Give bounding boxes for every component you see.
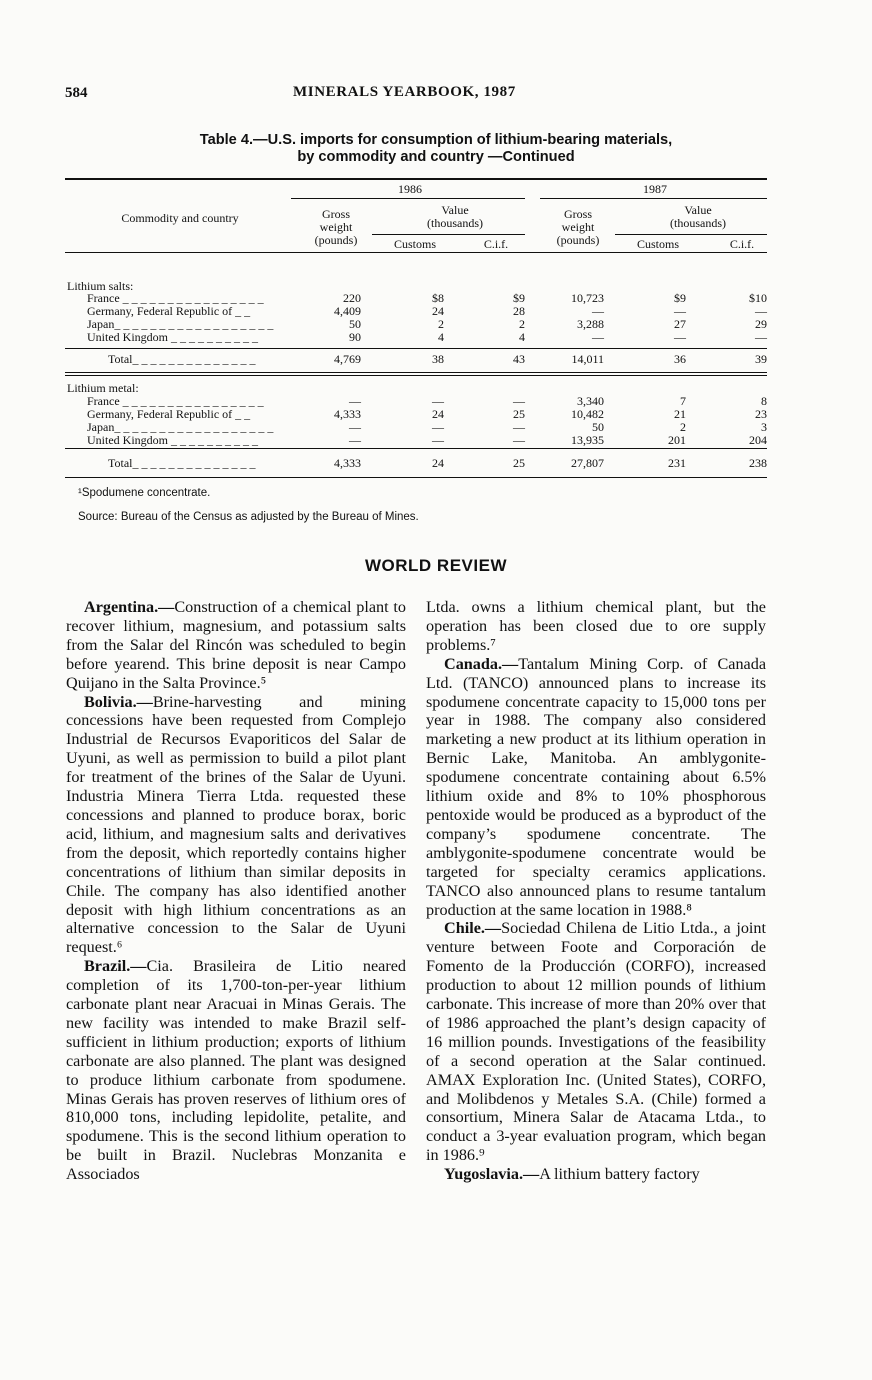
table-rule-metal-total bbox=[65, 448, 767, 449]
column-header-gross-weight-1987 bbox=[538, 208, 618, 247]
row-label: United Kingdom _ _ _ _ _ _ _ _ _ _ bbox=[87, 330, 258, 344]
paragraph-brazil-continued: Ltda. owns a lithium chemical plant, but the operation has been closed due to ore supply problems.⁷ bbox=[426, 598, 766, 654]
column-header-cif-1987: C.i.f. bbox=[729, 237, 755, 251]
total-cell: 36 bbox=[674, 352, 686, 366]
page-number: 584 bbox=[65, 85, 88, 101]
lead-in-brazil: Brazil.— bbox=[84, 957, 147, 976]
cell: 10,482 bbox=[571, 407, 604, 421]
cell: 8 bbox=[761, 394, 767, 408]
row-label: Japan_ _ _ _ _ _ _ _ _ _ _ _ _ _ _ _ _ _ bbox=[87, 317, 274, 331]
column-header-value-1986 bbox=[410, 204, 500, 230]
total-cell: 43 bbox=[513, 352, 525, 366]
cell: — bbox=[674, 304, 686, 318]
paragraph-canada bbox=[426, 655, 766, 920]
table-rule-salts-end-a bbox=[65, 372, 767, 373]
table-rule-top bbox=[65, 178, 767, 180]
cell: — bbox=[349, 394, 361, 408]
pounds-label: (pounds) bbox=[556, 233, 600, 247]
table-rule-header-bottom bbox=[65, 252, 767, 253]
row-country: Germany, Federal Republic of bbox=[87, 407, 233, 421]
total-label: Total_ _ _ _ _ _ _ _ _ _ _ _ _ _ bbox=[108, 456, 256, 470]
value-label: Value bbox=[684, 203, 712, 217]
column-header-value-1987 bbox=[653, 204, 743, 230]
total-cell: 4,769 bbox=[334, 352, 361, 366]
cell: — bbox=[755, 330, 767, 344]
table-title bbox=[100, 132, 772, 166]
table-source: Source: Bureau of the Census as adjusted by the Bureau of Mines. bbox=[78, 511, 419, 523]
table-title-line-1: Table 4.—U.S. imports for consumption of lithium-bearing materials, bbox=[199, 132, 673, 148]
weight-label: weight bbox=[561, 220, 595, 234]
cell: — bbox=[349, 433, 361, 447]
cell: 21 bbox=[674, 407, 686, 421]
gross-label: Gross bbox=[321, 207, 350, 221]
section-heading-lithium-salts: Lithium salts: bbox=[67, 279, 134, 293]
text-column-right bbox=[426, 598, 766, 1184]
cell: — bbox=[755, 304, 767, 318]
body-chile: Sociedad Chilena de Litio Ltda., a joint venture between Foote and Corporación de Fomento de la Producción (CORFO), increased production to about 12 million pounds of lithium carbonate. This increase of more than 20% over that of 1986 approached the plant’s design capacity of 16 million pounds. Investigations of the feasibility of a second operation at the Salar continued. AMAX Exploration Inc. (United States), CORFO, and Molibdenos y Metales S.A. (Chile) formed a consortium, Minera Salar de Atacama Ltda., to conduct a 3-year evaluation program, which began in 1986.⁹ bbox=[426, 919, 766, 1165]
value-label: Value bbox=[441, 203, 469, 217]
row-label: Germany, Federal Republic of _ _ bbox=[87, 407, 251, 421]
cell: — bbox=[592, 330, 604, 344]
cell: 201 bbox=[668, 433, 686, 447]
row-country: Japan bbox=[87, 420, 115, 434]
cell: 2 bbox=[680, 420, 686, 434]
cell: $9 bbox=[513, 291, 525, 305]
thousands-label: (thousands) bbox=[670, 216, 726, 230]
lead-in-bolivia: Bolivia.— bbox=[84, 692, 153, 711]
column-header-gross-weight-1986 bbox=[296, 208, 376, 247]
cell: 4 bbox=[438, 330, 444, 344]
column-header-cif-1986: C.i.f. bbox=[483, 237, 509, 251]
total-text: Total bbox=[108, 352, 133, 366]
cell: 3,288 bbox=[577, 317, 604, 331]
cell: 13,935 bbox=[571, 433, 604, 447]
column-header-customs-1986: Customs bbox=[393, 237, 436, 251]
cell: 24 bbox=[432, 407, 444, 421]
cell: — bbox=[513, 420, 525, 434]
table-title-line-2: by commodity and country —Continued bbox=[297, 149, 575, 165]
cell: 28 bbox=[513, 304, 525, 318]
paragraph-bolivia bbox=[66, 693, 406, 958]
cell: $10 bbox=[749, 291, 767, 305]
cell: 204 bbox=[749, 433, 767, 447]
cell: 10,723 bbox=[571, 291, 604, 305]
cell: 4,333 bbox=[334, 407, 361, 421]
table-rule-salts-end-b bbox=[65, 375, 767, 376]
cell: — bbox=[432, 420, 444, 434]
total-cell: 231 bbox=[668, 456, 686, 470]
row-label: Japan_ _ _ _ _ _ _ _ _ _ _ _ _ _ _ _ _ _ bbox=[87, 420, 274, 434]
total-text: Total bbox=[108, 456, 133, 470]
cell: 50 bbox=[349, 317, 361, 331]
total-label: Total_ _ _ _ _ _ _ _ _ _ _ _ _ _ bbox=[108, 352, 256, 366]
row-country: Germany, Federal Republic of bbox=[87, 304, 233, 318]
total-cell: 25 bbox=[513, 456, 525, 470]
table-rule-value-1987 bbox=[615, 234, 767, 235]
cell: 3,340 bbox=[577, 394, 604, 408]
thousands-label: (thousands) bbox=[427, 216, 483, 230]
column-header-commodity: Commodity and country bbox=[121, 211, 239, 225]
cell: — bbox=[432, 433, 444, 447]
row-label: France _ _ _ _ _ _ _ _ _ _ _ _ _ _ _ _ bbox=[87, 394, 264, 408]
cell: — bbox=[349, 420, 361, 434]
paragraph-brazil bbox=[66, 957, 406, 1184]
total-cell: 27,807 bbox=[571, 456, 604, 470]
cell: $8 bbox=[432, 291, 444, 305]
body-brazil: Cia. Brasileira de Litio neared completion of its 1,700-ton-per-year lithium carbonate plant near Aracuai in Minas Gerais. The new facility was intended to make Brazil self-sufficient in lithium production; exports of lithium carbonate are also planned. The plant was designed to produce lithium carbonate from spodumene. Minas Gerais has proven reserves of lithium ores of 810,000 tons, including lepidolite, petalite, and spodumene. This is the second lithium operation to be built in Brazil. Nuclebras Monzanita e Associados bbox=[66, 957, 406, 1184]
cell: 4,409 bbox=[334, 304, 361, 318]
lead-in-chile: Chile.— bbox=[444, 919, 502, 938]
cell: $9 bbox=[674, 291, 686, 305]
text-column-left bbox=[66, 598, 406, 1184]
row-country: United Kingdom bbox=[87, 433, 168, 447]
row-country: France bbox=[87, 394, 120, 408]
cell: — bbox=[432, 394, 444, 408]
cell: 2 bbox=[438, 317, 444, 331]
table-rule-bottom bbox=[65, 477, 767, 478]
lead-in-canada: Canada.— bbox=[444, 654, 519, 673]
gross-label: Gross bbox=[563, 207, 592, 221]
total-cell: 24 bbox=[432, 456, 444, 470]
table-rule-salts-total bbox=[65, 348, 767, 349]
total-cell: 14,011 bbox=[571, 352, 604, 366]
body-argentina: Construction of a chemical plant to recover lithium, magnesium, and potassium salts from the Salar del Rincón was scheduled to begin before yearend. This brine deposit is near Campo Quijano in the Salta Province.⁵ bbox=[66, 598, 406, 692]
column-header-year-1986: 1986 bbox=[398, 182, 422, 196]
running-head: MINERALS YEARBOOK, 1987 bbox=[293, 84, 516, 100]
cell: 50 bbox=[592, 420, 604, 434]
total-cell: 238 bbox=[749, 456, 767, 470]
table-rule-1986 bbox=[291, 198, 525, 199]
column-header-customs-1987: Customs bbox=[636, 237, 679, 251]
paragraph-chile bbox=[426, 919, 766, 1165]
row-label: France _ _ _ _ _ _ _ _ _ _ _ _ _ _ _ _ bbox=[87, 291, 264, 305]
cell: — bbox=[513, 394, 525, 408]
table-rule-value-1986 bbox=[372, 234, 525, 235]
body-bolivia: Brine-harvesting and mining concessions have been requested from Complejo Industrial de Recursos Evaporiticos del Salar de Uyuni, as well as permission to build a pilot plant for treatment of the brines of the Salar de Uyuni. Industria Minera Tierra Ltda. requested these concessions and planned to produce borax, boric acid, lithium, and magnesium salts and derivatives from the deposit, which reportedly contains higher concentrations of lithium than similar deposits in Chile. The company has also identified another deposit with high lithium concentrations as an alternative concession to the Salar de Uyuni request.⁶ bbox=[66, 692, 406, 957]
section-heading: WORLD REVIEW bbox=[365, 556, 507, 575]
cell: 27 bbox=[674, 317, 686, 331]
section-heading-lithium-metal: Lithium metal: bbox=[67, 381, 139, 395]
lead-in-argentina: Argentina.— bbox=[84, 598, 175, 616]
total-cell: 38 bbox=[432, 352, 444, 366]
cell: 7 bbox=[680, 394, 686, 408]
table-rule-1987 bbox=[540, 198, 767, 199]
total-cell: 39 bbox=[755, 352, 767, 366]
cell: 25 bbox=[513, 407, 525, 421]
total-cell: 4,333 bbox=[334, 456, 361, 470]
weight-label: weight bbox=[319, 220, 353, 234]
cell: 90 bbox=[349, 330, 361, 344]
cell: 2 bbox=[519, 317, 525, 331]
cell: 4 bbox=[519, 330, 525, 344]
body-canada: Tantalum Mining Corp. of Canada Ltd. (TANCO) announced plans to increase its spodumene concentrate capacity to 15,000 tons per year in 1988. The company also considered marketing a new product at its lithium operation in Bernic Lake, Manitoba. An amblygonite-spodumene concentrate containing about 6.5% lithium oxide and 8% to 10% phosphorous pentoxide would be produced as a byproduct of the company’s spodumene concentrate. The amblygonite-spodumene concentrate would be targeted for specialty ceramics applications. TANCO also announced plans to resume tantalum production at the same location in 1988.⁸ bbox=[426, 654, 766, 919]
cell: 29 bbox=[755, 317, 767, 331]
cell: 3 bbox=[761, 420, 767, 434]
row-label: United Kingdom _ _ _ _ _ _ _ _ _ _ bbox=[87, 433, 258, 447]
cell: 23 bbox=[755, 407, 767, 421]
paragraph-yugoslavia bbox=[426, 1165, 766, 1184]
cell: — bbox=[513, 433, 525, 447]
paragraph-argentina bbox=[66, 598, 406, 693]
body-yugoslavia: A lithium battery factory bbox=[539, 1165, 700, 1184]
row-country: United Kingdom bbox=[87, 330, 168, 344]
lead-in-yugoslavia: Yugoslavia.— bbox=[444, 1165, 540, 1184]
cell: 24 bbox=[432, 304, 444, 318]
cell: — bbox=[674, 330, 686, 344]
row-country: France bbox=[87, 291, 120, 305]
cell: 220 bbox=[343, 291, 361, 305]
cell: — bbox=[592, 304, 604, 318]
pounds-label: (pounds) bbox=[314, 233, 358, 247]
column-header-year-1987: 1987 bbox=[643, 182, 667, 196]
row-label: Germany, Federal Republic of _ _ bbox=[87, 304, 251, 318]
row-country: Japan bbox=[87, 317, 115, 331]
table-footnote: ¹Spodumene concentrate. bbox=[78, 487, 211, 499]
